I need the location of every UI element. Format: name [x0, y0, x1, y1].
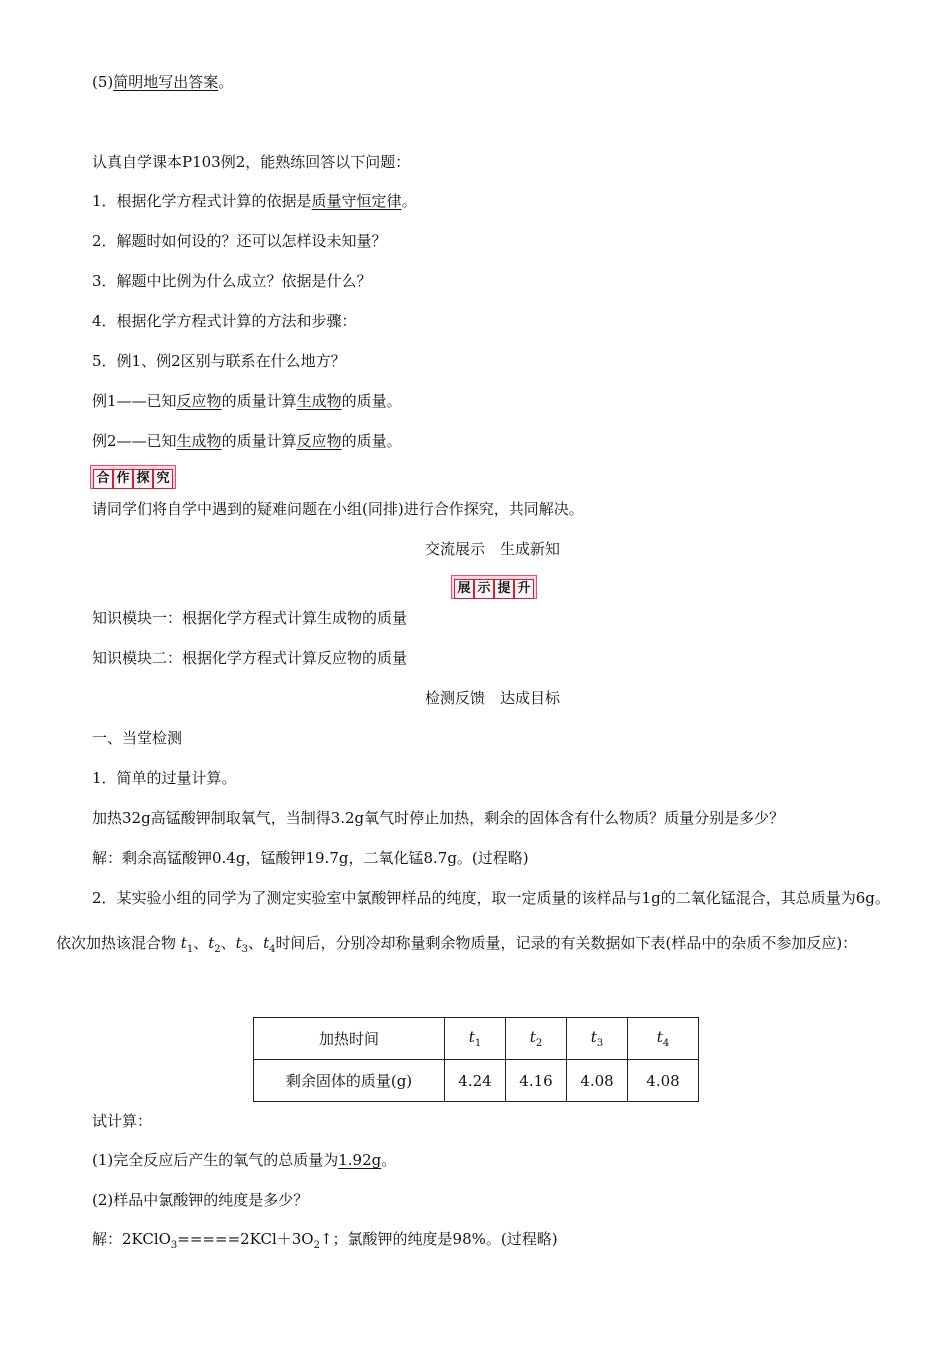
table-cell: 4.16 — [506, 1060, 567, 1102]
c2-ans-c: ↑；氯酸钾的纯度是98%。(过程略) — [319, 1230, 558, 1248]
ex2-e: 的质量。 — [341, 432, 402, 450]
problem-1-title: 1．简单的过量计算。 — [92, 769, 237, 787]
t-sub: 3 — [596, 1038, 604, 1049]
table-row — [254, 1018, 699, 1060]
t-symbol: t — [180, 934, 187, 952]
data-table — [253, 1017, 699, 1102]
ex1-a: 例1——已知 — [92, 392, 177, 410]
q1-suffix: 。 — [401, 192, 417, 210]
calc-2: (2)样品中氯酸钾的纯度是多少？ — [92, 1191, 309, 1209]
table-header-cell — [445, 1018, 506, 1060]
p2-text-a: 2．某实验小组的同学为了测定实验室中氯酸钾样品的纯度，取一定质量的该样品与1g的二氧化锰混合，其总质量为6g。依次加热该混合物 — [56, 889, 890, 952]
t-sub: 4 — [662, 1038, 670, 1049]
c2-ans-b: =====2KCl＋3O — [177, 1230, 314, 1248]
ex2-b: 生成物 — [176, 432, 222, 450]
c1-prefix: (1)完全反应后产生的氧气的总质量为 — [92, 1151, 339, 1169]
table-header-cell — [567, 1018, 628, 1060]
table-cell: 4.08 — [567, 1060, 628, 1102]
example-1-line — [92, 391, 402, 411]
try-calc: 试计算： — [92, 1112, 153, 1130]
c1-answer: 1.92g — [338, 1151, 382, 1169]
problem-2-text — [56, 876, 896, 972]
table-cell: 4.08 — [628, 1060, 699, 1102]
t-symbol: t — [468, 1028, 475, 1046]
q1-answer: 质量守恒定律 — [311, 192, 402, 210]
badge2-char: 升 — [514, 579, 534, 599]
section-heading-exchange: 交流展示 生成新知 — [424, 540, 560, 558]
question-2: 2．解题时如何设的？还可以怎样设未知量？ — [92, 232, 387, 250]
ex1-d: 生成物 — [296, 392, 342, 410]
ex2-d: 反应物 — [296, 432, 342, 450]
display-improve-badge — [451, 575, 537, 599]
t-symbol: t — [656, 1028, 663, 1046]
badge1-char: 合 — [93, 469, 113, 489]
sep: 、 — [193, 934, 209, 952]
table-row — [254, 1060, 699, 1102]
c2-ans-sub: 3 — [170, 1240, 178, 1251]
t-symbol: t — [590, 1028, 597, 1046]
c2-ans-sub: 2 — [313, 1240, 320, 1251]
c1-suffix: 。 — [381, 1151, 397, 1169]
table-header-cell — [628, 1018, 699, 1060]
ex1-e: 的质量。 — [341, 392, 402, 410]
table-header-cell — [506, 1018, 567, 1060]
t-sub: 2 — [214, 944, 221, 955]
ex1-c: 的质量计算 — [221, 392, 297, 410]
p2-text-b: 时间后，分别冷却称量剩余物质量，记录的有关数据如下表(样品中的杂质不参加反应)： — [275, 934, 858, 952]
calc-2-answer — [92, 1229, 558, 1256]
section-in-class-test: 一、当堂检测 — [92, 729, 183, 747]
step5-suffix: 。 — [218, 73, 234, 91]
badge2-char: 提 — [494, 579, 514, 599]
intro-line: 认真自学课本P103例2，能熟练回答以下问题： — [92, 153, 411, 171]
badge2-char: 展 — [454, 579, 474, 599]
t-sub: 3 — [241, 944, 249, 955]
q1-prefix: 1．根据化学方程式计算的依据是 — [92, 192, 312, 210]
t-symbol: t — [235, 934, 242, 952]
ex2-a: 例2——已知 — [92, 432, 177, 450]
badge1-char: 究 — [153, 469, 173, 489]
problem-1-answer: 解：剩余高锰酸钾0.4g，锰酸钾19.7g，二氧化锰8.7g。(过程略) — [92, 849, 529, 867]
table-header-heating-time: 加热时间 — [254, 1018, 445, 1060]
section-heading-feedback: 检测反馈 达成目标 — [424, 689, 560, 707]
t-sub: 4 — [269, 944, 276, 955]
badge1-char: 探 — [133, 469, 153, 489]
t-sub: 1 — [186, 944, 194, 955]
t-sub: 1 — [474, 1038, 482, 1049]
ex1-b: 反应物 — [176, 392, 222, 410]
c2-ans-a: 解：2KClO — [92, 1230, 171, 1248]
badge2-char: 示 — [474, 579, 494, 599]
t-sub: 2 — [535, 1038, 543, 1049]
question-3: 3．解题中比例为什么成立？依据是什么？ — [92, 272, 372, 290]
step5-line — [92, 72, 233, 92]
step5-text: 简明地写出答案 — [113, 73, 219, 91]
ex2-c: 的质量计算 — [221, 432, 297, 450]
sep: 、 — [220, 934, 236, 952]
knowledge-module-1: 知识模块一：根据化学方程式计算生成物的质量 — [92, 609, 408, 627]
question-1 — [92, 191, 417, 211]
question-5: 5．例1、例2区别与联系在什么地方？ — [92, 352, 346, 370]
t-symbol: t — [263, 934, 270, 952]
calc-1 — [92, 1150, 396, 1170]
knowledge-module-2: 知识模块二：根据化学方程式计算反应物的质量 — [92, 649, 408, 667]
question-4: 4．根据化学方程式计算的方法和步骤： — [92, 312, 357, 330]
t-symbol: t — [208, 934, 215, 952]
example-2-line — [92, 431, 402, 451]
table-cell: 4.24 — [445, 1060, 506, 1102]
cooperative-inquiry-badge — [90, 465, 176, 489]
badge1-char: 作 — [113, 469, 133, 489]
step5-prefix: (5) — [92, 73, 114, 91]
sep: 、 — [248, 934, 264, 952]
table-label-remaining-mass: 剩余固体的质量(g) — [254, 1060, 445, 1102]
t-symbol: t — [529, 1028, 536, 1046]
coop-instruction: 请同学们将自学中遇到的疑难问题在小组(同排)进行合作探究，共同解决。 — [92, 500, 584, 518]
problem-1-question: 加热32g高锰酸钾制取氧气，当制得3.2g氧气时停止加热，剩余的固体含有什么物质？质量分别是多少？ — [92, 809, 785, 827]
